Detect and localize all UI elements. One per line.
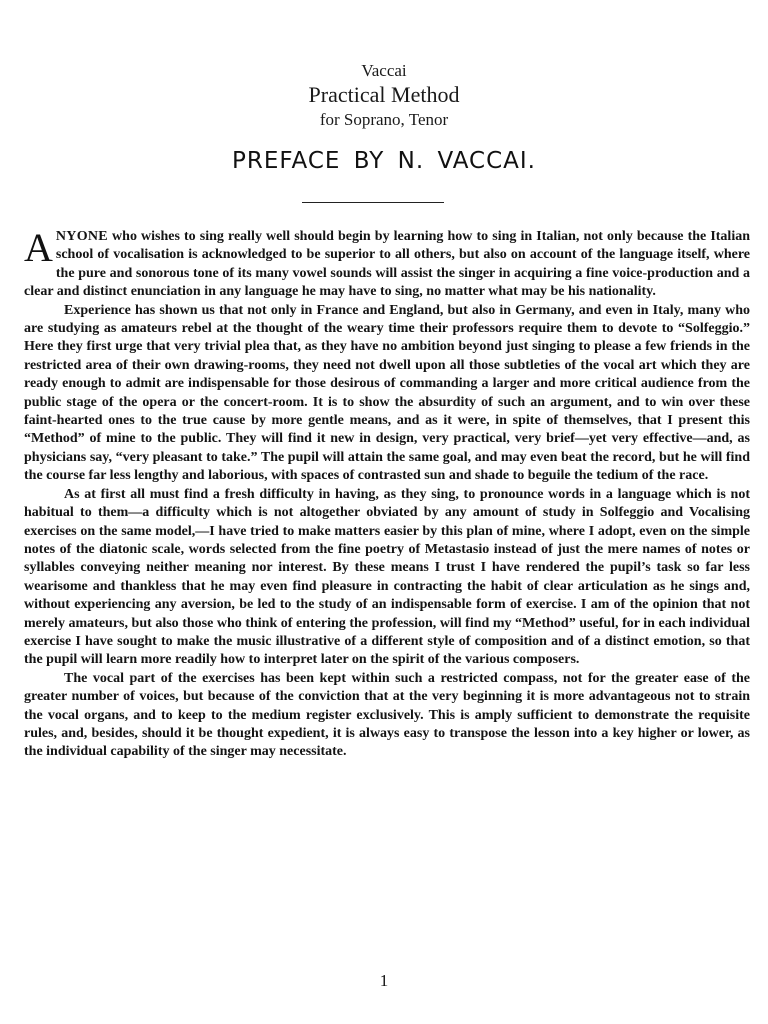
paragraph-3: As at first all must find a fresh difficulty in having, as they sing, to pronounce words in a language which is not habitual to them—a difficulty which is not altogether obviated by any amount of study in Solfeggio and Vocalising exercises on the same model,—I have tried to make matters easier by this plan of mine, where I adopt, even on the simple notes of the diatonic scale, words selected from the fine poetry of Metastasio instead of just the mere names of notes or syllables conveying neither meaning nor interest. By these means I trust I have rendered the pupil’s task so far less wearisome and thankless that he may even find pleasure in contracting the habit of clear articulation as he sings and, without experiencing any aversion, be led to the study of an indispensable form of exercise. I am of the opinion that not merely amateurs, but also those who think of entering the profession, will find my “Method” useful, for in each individual exercise I have sought to make the music illustrative of a different style of composition and of a distinct emotion, so that the pupil will learn more readily how to interpret later on the spirit of the various composers.	[24, 486, 750, 668]
drop-cap: A	[24, 225, 53, 270]
voice-types: for Soprano, Tenor	[319, 110, 449, 129]
title-divider	[302, 202, 444, 203]
composer-name: Vaccai	[361, 61, 407, 80]
preface-body	[24, 225, 750, 762]
paragraph-1	[24, 225, 750, 302]
paragraph-1-text: who wishes to sing really well should begin by learning how to sing in Italian, not only because the Italian school of vocalisation is acknowledged to be superior to all others, but also on account of the language itself, where the pure and sonorous tone of its many vowel sounds will assist the singer in acquiring a fine voice-production and a clear and distinct enunciation in any language he may have to sing, no matter what may be his nationality.	[24, 229, 750, 300]
lead-word: NYONE	[55, 229, 108, 244]
preface-heading: PREFACE BY N. VACCAI.	[232, 148, 536, 174]
page-number: 1	[379, 971, 389, 990]
work-title: Practical Method	[308, 82, 460, 107]
paragraph-4: The vocal part of the exercises has been kept within such a restricted compass, not for the greater ease of the greater number of voices, but because of the conviction that at the very beginning it is more advantageous not to strain the vocal organs, and to keep to the medium register exclusively. This is amply sufficient to demonstrate the requisite rules, and, besides, should it be thought expedient, it is always easy to transpose the lesson into a key higher or lower, as the individual capability of the singer may necessitate.	[24, 670, 750, 760]
paragraph-2: Experience has shown us that not only in France and England, but also in Germany, and even in Italy, many who are studying as amateurs rebel at the thought of the weary time their professors require them to devote to “Solfeggio.” Here they first urge that very trivial plea that, as they have no ambition beyond just singing to please a few friends in the restricted area of their own drawing-rooms, they need not dwell upon all those subtleties of the vocal art which they are ready enough to admit are indispensable for those desirous of commanding a larger and more critical audience from the public stage of the opera or the concert-room. It is to show the absurdity of such an argument, and to win over these faint-hearted ones to the true cause by more gentle means, and as it were, in spite of themselves, that I present this “Method” of mine to the public. They will find it new in design, very practical, very brief—yet very effective—and, as physicians say, “very pleasant to take.” The pupil will attain the same goal, and may even beat the record, but he will find the course far less lengthy and laborious, with spaces of contrasted sun and shade to beguile the tedium of the race.	[24, 302, 750, 484]
